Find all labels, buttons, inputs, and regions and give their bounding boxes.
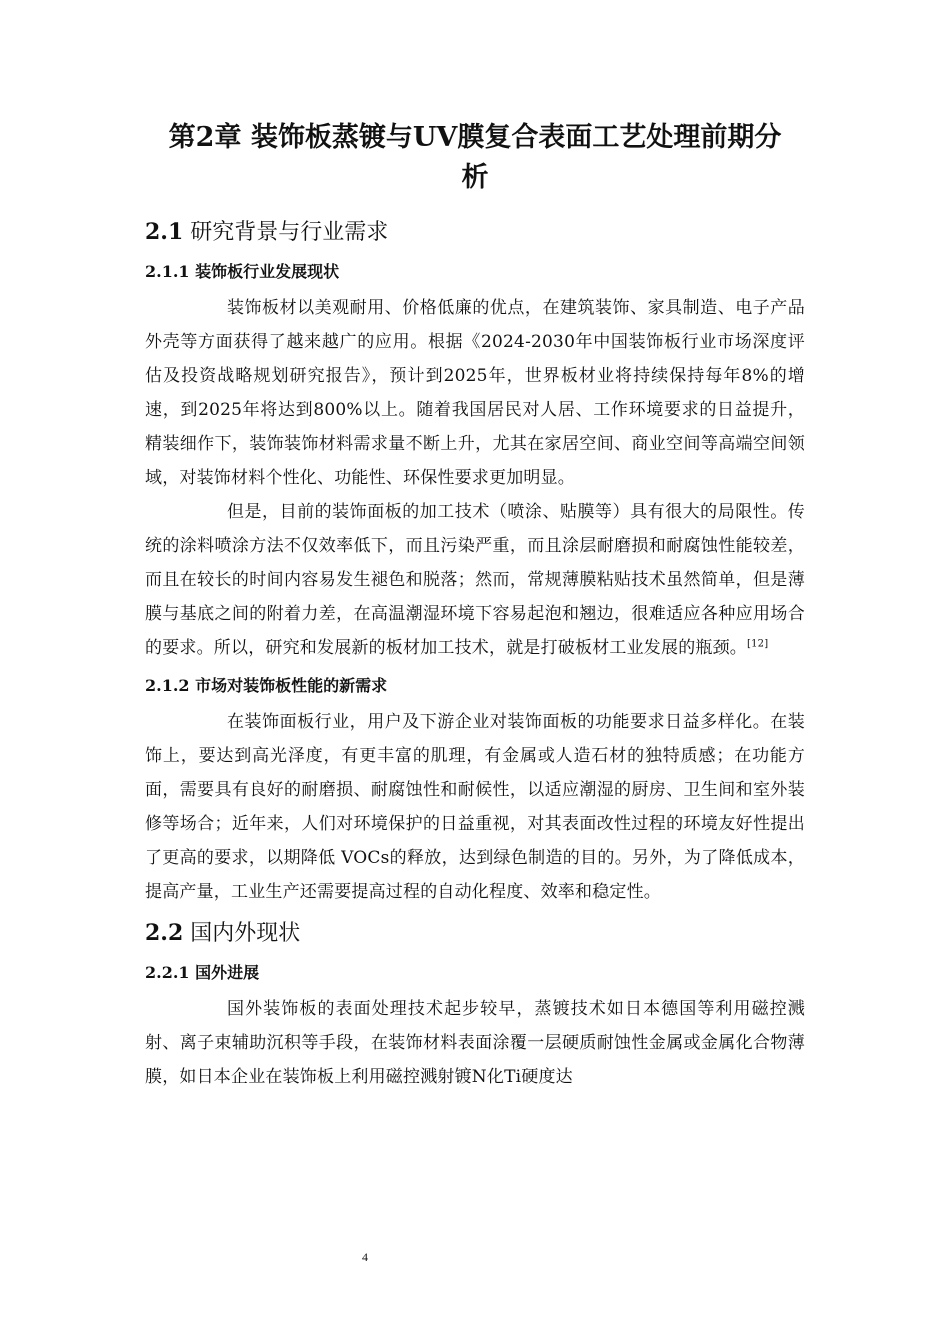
paragraph: 在装饰面板行业，用户及下游企业对装饰面板的功能要求日益多样化。在装饰上，要达到高光泽度，有更丰富的肌理，有金属或人造石材的独特质感；在功能方面，需要具有良好的耐磨损、耐腐蚀性和耐候性，以适应潮湿的厨房、卫生间和室外装修等场合；近年来，人们对环境保护的日益重视，对其表面改性过程的环境友好性提出了更高的要求，以期降低 VOCs的释放，达到绿色制造的目的。另外，为了降低成本，提高产量，工业生产还需要提高过程的自动化程度、效率和稳定性。	[145, 712, 805, 902]
section-title: 研究背景与行业需求	[190, 220, 389, 245]
page-content	[145, 118, 805, 1094]
chapter-title	[145, 118, 805, 198]
subsection-heading-2-1-1: 2.1.1 装饰板行业发展现状	[145, 262, 340, 281]
section-heading-2-2	[145, 917, 805, 950]
subsection-heading-2-2-1: 2.2.1 国外进展	[145, 963, 260, 982]
section-number: 2.2	[145, 920, 184, 946]
chapter-title-line1: 第2章 装饰板蒸镀与UV膜复合表面工艺处理前期分	[168, 122, 782, 153]
paragraph-with-citation	[145, 495, 805, 665]
citation-marker: [12]	[747, 638, 769, 650]
subsection-heading-2-1-2: 2.1.2 市场对装饰板性能的新需求	[145, 676, 388, 695]
paragraph: 国外装饰板的表面处理技术起步较早，蒸镀技术如日本德国等利用磁控溅射、离子束辅助沉积等手段，在装饰材料表面涂覆一层硬质耐蚀性金属或金属化合物薄膜，如日本企业在装饰板上利用磁控溅射镀N化Ti硬度达	[145, 999, 805, 1087]
paragraph: 装饰板材以美观耐用、价格低廉的优点，在建筑装饰、家具制造、电子产品外壳等方面获得了越来越广的应用。根据《2024-2030年中国装饰板行业市场深度评估及投资战略规划研究报告》，预计到2025年，世界板材业将持续保持每年8%的增速，到2025年将达到800%以上。随着我国居民对人居、工作环境要求的日益提升，精装细作下，装饰装饰材料需求量不断上升，尤其在家居空间、商业空间等高端空间领域，对装饰材料个性化、功能性、环保性要求更加明显。	[145, 298, 805, 488]
section-title: 国内外现状	[190, 921, 301, 946]
chapter-title-line2: 析	[461, 162, 489, 193]
page-number: 4	[362, 1250, 368, 1264]
paragraph-text: 但是，目前的装饰面板的加工技术（喷涂、贴膜等）具有很大的局限性。传统的涂料喷涂方法不仅效率低下，而且污染严重，而且涂层耐磨损和耐腐蚀性能较差，而且在较长的时间内容易发生褪色和脱落；然而，常规薄膜粘贴技术虽然简单，但是薄膜与基底之间的附着力差，在高温潮湿环境下容易起泡和翘边，很难适应各种应用场合的要求。所以，研究和发展新的板材加工技术，就是打破板材工业发展的瓶颈。	[145, 502, 805, 658]
section-number: 2.1	[145, 219, 184, 245]
section-heading-2-1	[145, 216, 805, 249]
